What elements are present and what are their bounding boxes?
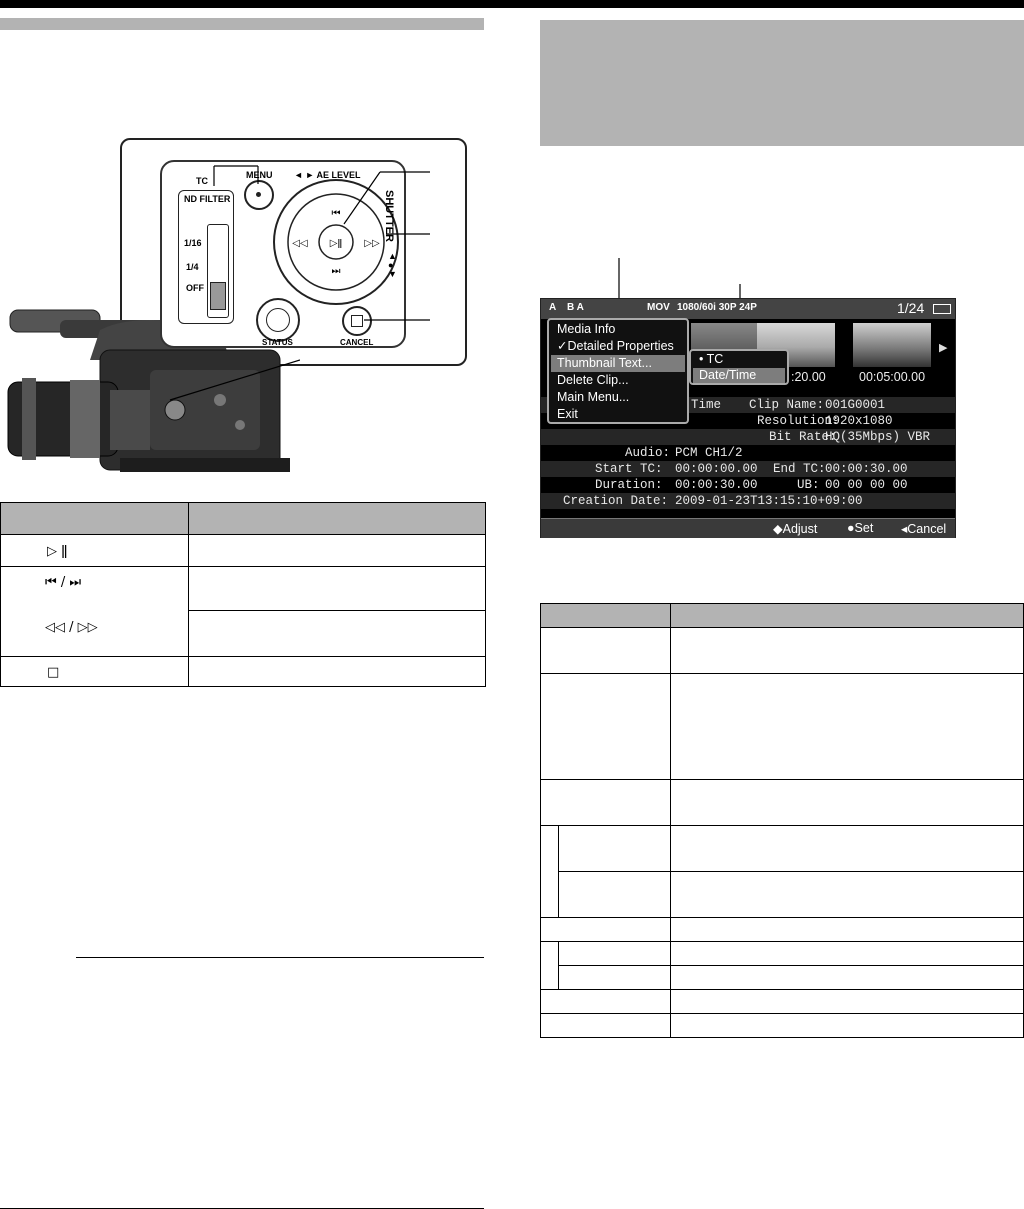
table-cell [189, 611, 486, 657]
table-cell [671, 872, 1024, 918]
table-row [541, 942, 1024, 966]
info-row-tc [541, 461, 955, 477]
format-indicator: MOV [647, 302, 670, 313]
status-label: STATUS [262, 338, 293, 347]
start-tc-label: Start TC: [595, 462, 663, 476]
skip-search-cell [1, 567, 189, 657]
table-row [541, 826, 1024, 872]
svg-text:◁◁: ◁◁ [292, 238, 308, 249]
tc-label: TC [196, 176, 208, 186]
thumbnail-time: :20.00 [791, 370, 826, 384]
thumbnail-text-submenu [689, 349, 789, 385]
menu-item-thumbnail-text[interactable]: Thumbnail Text... [551, 355, 685, 372]
right-table-header-col1 [541, 604, 671, 628]
end-tc-value: 00:00:30.00 [825, 462, 908, 476]
menu-item-media-info[interactable]: Media Info [557, 322, 616, 336]
table-cell [671, 674, 1024, 780]
button-function-table [0, 502, 486, 687]
table-cell [671, 780, 1024, 826]
table-row [541, 918, 1024, 942]
skip-icon: ⏮ / ⏭ [45, 575, 82, 590]
next-page-icon[interactable]: ▶ [939, 342, 948, 354]
table-row [541, 674, 1024, 780]
shutter-arrows-icon: ▲ ● ▼ [388, 251, 397, 279]
option-date-time[interactable]: Date/Time [693, 368, 785, 383]
nd-1-4-label: 1/4 [186, 262, 199, 272]
table-cell [671, 918, 1024, 942]
table-cell [189, 567, 486, 611]
menu-item-main-menu[interactable]: Main Menu... [557, 390, 630, 404]
table-cell [541, 780, 671, 826]
resolution-value: 1920x1080 [825, 414, 893, 428]
slot-a-indicator: A [549, 302, 557, 313]
menu-item-table [540, 603, 1024, 1038]
thumbnail-3[interactable] [853, 323, 931, 367]
screen-bottom-bar [541, 518, 955, 538]
start-tc-value: 00:00:00.00 [675, 462, 758, 476]
stop-cell [1, 657, 189, 687]
cancel-hint: ◂Cancel [901, 522, 947, 536]
table-cell [541, 918, 671, 942]
svg-text:⏮: ⏮ [331, 208, 341, 219]
note-rule-top [76, 957, 484, 958]
duration-value: 00:00:30.00 [675, 478, 758, 492]
table-cell [541, 990, 671, 1014]
audio-label: Audio: [625, 446, 671, 460]
ae-level-label: ◄ ► AE LEVEL [294, 170, 361, 180]
right-table-header-col2 [671, 604, 1024, 628]
ub-label: UB: [797, 478, 820, 492]
table-row [1, 567, 486, 611]
left-table-header-col1 [1, 503, 189, 535]
indent-cell [541, 942, 559, 990]
table-cell [559, 966, 671, 990]
svg-text:▷▷: ▷▷ [364, 238, 380, 249]
nd-off-label: OFF [186, 283, 204, 293]
callout-lines [200, 160, 436, 330]
adjust-hint: ◆Adjust [773, 522, 818, 536]
end-tc-label: End TC: [773, 462, 826, 476]
thumbnail-time: 00:05:00.00 [859, 370, 926, 384]
clip-name-value: 001G0001 [825, 398, 886, 412]
ub-value: 00 00 00 00 [825, 478, 908, 492]
search-icon: ◁◁ / ▷▷ [45, 620, 98, 635]
top-rule [0, 0, 1024, 8]
table-cell [671, 942, 1024, 966]
table-cell [671, 990, 1024, 1014]
table-row [541, 628, 1024, 674]
mode-indicator: 1080/60i 30P 24P [677, 302, 757, 313]
table-row [1, 535, 486, 567]
left-table-header-col2 [189, 503, 486, 535]
table-row [541, 1014, 1024, 1038]
screen-status-bar [541, 299, 955, 319]
table-cell [541, 1014, 671, 1038]
table-row [541, 966, 1024, 990]
play-pause-icon: ▷ ǁ [47, 543, 68, 559]
table-row [541, 780, 1024, 826]
clip-counter: 1/24 [897, 300, 925, 316]
table-row [541, 872, 1024, 918]
right-section-header-box [540, 20, 1024, 146]
bit-rate-value: HQ(35Mbps) VBR [825, 430, 931, 444]
table-cell [541, 674, 671, 780]
svg-text:⏭: ⏭ [331, 266, 341, 277]
table-cell [671, 966, 1024, 990]
bit-rate-label: Bit Rate: [769, 430, 837, 444]
slot-b-indicator: B A [567, 302, 584, 313]
table-cell [559, 872, 671, 918]
menu-label: MENU [246, 170, 273, 180]
resolution-label: Resolution: [757, 414, 840, 428]
cancel-label: CANCEL [340, 338, 374, 347]
table-row [1, 657, 486, 687]
info-row-bit-rate [541, 429, 955, 445]
duration-label: Duration: [595, 478, 663, 492]
play-pause-cell [1, 535, 189, 567]
nd-filter-label: ND FILTER [184, 194, 231, 204]
table-cell [189, 657, 486, 687]
table-cell [559, 826, 671, 872]
lcd-screen [540, 298, 956, 538]
shutter-label: SHUTTER [383, 190, 395, 242]
left-section-header-bar [0, 18, 484, 30]
stop-icon: □ [47, 664, 60, 680]
info-row-duration [541, 477, 955, 493]
svg-text:▷ǁ: ▷ǁ [329, 238, 343, 249]
creation-date-value: 2009-01-23T13:15:10+09:00 [675, 494, 863, 508]
indent-cell [541, 826, 559, 918]
option-tc[interactable]: • TC [699, 352, 724, 366]
clip-menu [547, 318, 689, 424]
menu-item-detailed-properties[interactable]: ✓Detailed Properties [557, 339, 674, 353]
table-cell [189, 535, 486, 567]
creation-date-label: Creation Date: [563, 494, 669, 508]
set-hint: ●Set [847, 521, 874, 535]
table-cell [541, 628, 671, 674]
audio-value: PCM CH1/2 [675, 446, 743, 460]
clip-name-label: Clip Name: [749, 398, 825, 412]
info-row-audio [541, 445, 955, 461]
time-label: Time [691, 398, 722, 412]
table-cell [671, 628, 1024, 674]
table-cell [671, 826, 1024, 872]
table-cell [671, 1014, 1024, 1038]
table-row [541, 990, 1024, 1014]
info-row-creation-date [541, 493, 955, 509]
nd-1-16-label: 1/16 [184, 238, 202, 248]
battery-icon [933, 304, 951, 314]
table-cell [559, 942, 671, 966]
menu-item-exit[interactable]: Exit [557, 407, 578, 421]
menu-item-delete-clip[interactable]: Delete Clip... [557, 373, 629, 387]
